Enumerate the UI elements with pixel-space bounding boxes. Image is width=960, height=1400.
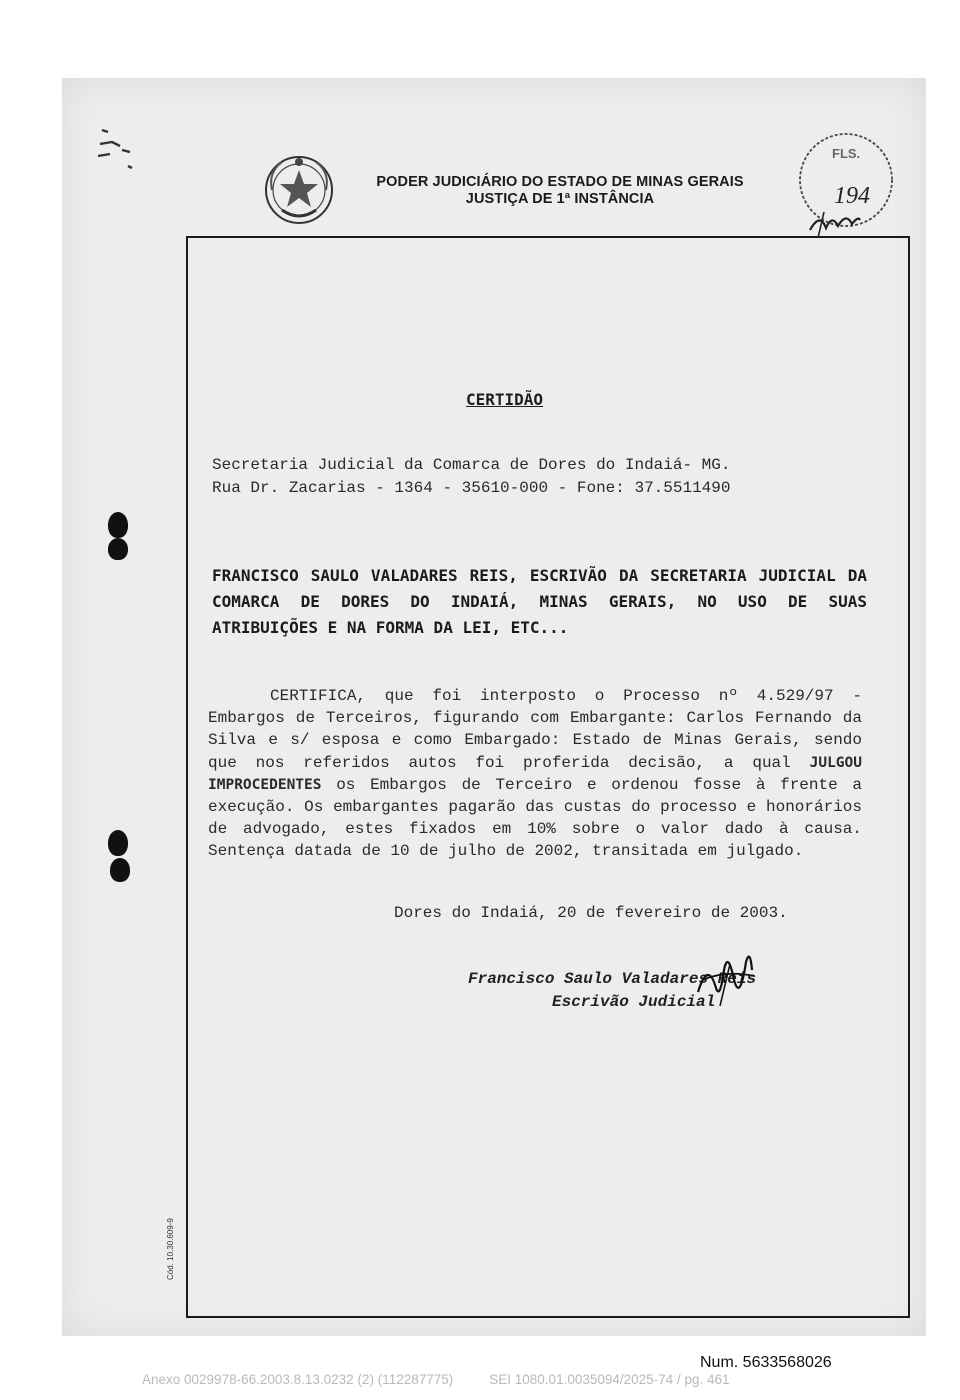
punch-hole [108, 538, 128, 560]
page-number-stamp [790, 128, 896, 248]
punch-hole [110, 858, 130, 882]
court-header-line1: PODER JUDICIÁRIO DO ESTADO DE MINAS GERAIS [376, 174, 744, 190]
court-header-line2: JUSTIÇA DE 1ª INSTÂNCIA [465, 191, 655, 207]
footer-sei: SEI 1080.01.0035094/2025-74 / pg. 461 [489, 1372, 730, 1387]
footer-reference [142, 1372, 832, 1387]
body-emphasis: JULGOU IMPROCEDENTES [208, 754, 862, 793]
staple-mark [92, 126, 138, 180]
document-title: CERTIDÃO [466, 390, 544, 409]
stamp-page-number: 194 [834, 183, 870, 209]
certifier-heading: FRANCISCO SAULO VALADARES REIS, ESCRIVÃO DA SECRETARIA JUDICIAL DA COMARCA DE DORES DO INDAIÁ, MINAS GERAIS, NO USO DE SUAS ATRIBUIÇÕES E NA FORMA DA LEI, ETC... [212, 566, 867, 637]
document-number: Num. 5633568026 [700, 1354, 832, 1371]
court-header [345, 174, 775, 208]
address-line-1: Secretaria Judicial da Comarca de Dores do Indaiá- MG. [212, 456, 731, 474]
address-block [212, 454, 852, 500]
date-line: Dores do Indaiá, 20 de fevereiro de 2003. [394, 904, 788, 922]
punch-hole [108, 512, 128, 538]
handwritten-signature [690, 940, 760, 1010]
body-text-part2: os Embargos de Terceiro e ordenou fosse à frente a execução. Os embargantes pagarão das custas do processo e honorários de advogado, estes fixados em 10% sobre o valor dado à causa. Sentença datada de 10 de julho de 2002, transitada em julgado. [208, 775, 862, 861]
punch-hole [108, 830, 128, 856]
signatory-role: Escrivão Judicial [552, 993, 716, 1011]
footer-annex: Anexo 0029978-66.2003.8.13.0232 (2) (112287775) [142, 1372, 454, 1387]
body-text-part1: CERTIFICA, que foi interposto o Processo nº 4.529/97 - Embargos de Terceiros, figurando com Embargante: Carlos Fernando da Silva e s/ esposa e como Embargado: Estado de Minas Gerais, sendo que nos referidos autos foi proferida decisão, a qual [208, 687, 862, 772]
stamp-label: FLS. [832, 146, 861, 161]
signatory-name: Francisco Saulo Valadares Reis [468, 970, 757, 988]
certificate-body [208, 685, 862, 863]
form-code: Cód. 10.30.609-9 [166, 1218, 175, 1280]
address-line-2: Rua Dr. Zacarias - 1364 - 35610-000 - Fone: 37.5511490 [212, 479, 731, 497]
coat-of-arms-icon [260, 150, 338, 228]
